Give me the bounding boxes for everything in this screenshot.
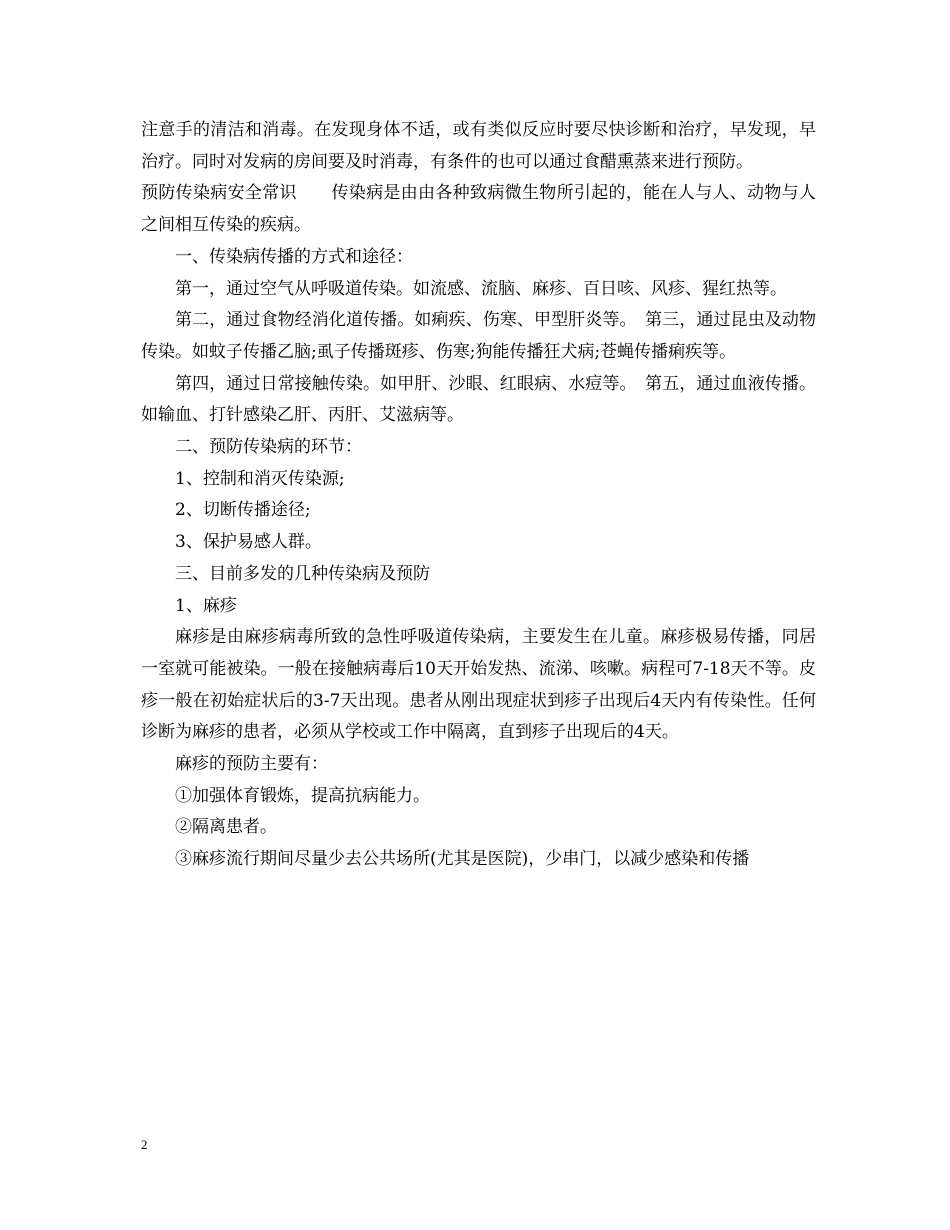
heading-prevention-steps: 二、预防传染病的环节： bbox=[175, 437, 362, 458]
paragraph-airborne: 第一，通过空气从呼吸道传染。如流感、流脑、麻疹、百日咳、风疹、猩红热等。 bbox=[175, 278, 787, 299]
document-body bbox=[141, 115, 816, 876]
list-item-isolate: ②隔离患者。 bbox=[175, 817, 277, 838]
paragraph-measles-description: 麻疹是由麻疹病毒所致的急性呼吸道传染病，主要发生在儿童。麻疹极易传播，同居一室就可能被染。一般在接触病毒后10天开始发热、流涕、咳嗽。病程可7-18天不等。皮疹一般在初始症状后的3-7天出现。患者从刚出现症状到疹子出现后4天内有传染性。任何诊断为麻疹的患者，必须从学校或工作中隔离，直到疹子出现后的4天。 bbox=[141, 627, 816, 743]
paragraph-contact-and-blood: 第四，通过日常接触传染。如甲肝、沙眼、红眼病、水痘等。 第五，通过血液传播。如输血、打针感染乙肝、丙肝、艾滋病等。 bbox=[141, 373, 816, 426]
list-item-control-source: 1、控制和消灭传染源; bbox=[175, 468, 345, 489]
list-item-exercise: ①加强体育锻炼，提高抗病能力。 bbox=[175, 785, 430, 806]
subheading-measles: 1、麻疹 bbox=[175, 595, 237, 616]
heading-common-diseases: 三、目前多发的几种传染病及预防 bbox=[175, 563, 430, 584]
paragraph-measles-prevention-intro: 麻疹的预防主要有： bbox=[175, 754, 328, 775]
list-item-avoid-public-places: ③麻疹流行期间尽量少去公共场所(尤其是医院)，少串门，以减少感染和传播 bbox=[175, 849, 750, 870]
list-item-cut-route: 2、切断传播途径; bbox=[175, 500, 311, 521]
list-item-protect-population: 3、保护易感人群。 bbox=[175, 532, 322, 553]
paragraph-hand-hygiene: 注意手的清洁和消毒。在发现身体不适，或有类似反应时要尽快诊断和治疗，早发现，早治疗。同时对发病的房间要及时消毒，有条件的也可以通过食醋熏蒸来进行预防。 bbox=[141, 120, 816, 172]
heading-transmission-routes: 一、传染病传播的方式和途径： bbox=[175, 246, 413, 267]
paragraph-food-and-insects: 第二，通过食物经消化道传播。如痢疾、伤寒、甲型肝炎等。 第三，通过昆虫及动物传染。如蚊子传播乙脑;虱子传播斑疹、伤寒;狗能传播狂犬病;苍蝇传播痢疾等。 bbox=[141, 310, 816, 362]
paragraph-infectious-disease-intro: 预防传染病安全常识 传染病是由由各种致病微生物所引起的，能在人与人、动物与人之间相互传染的疾病。 bbox=[141, 183, 816, 236]
page-number: 2 bbox=[141, 1137, 148, 1152]
